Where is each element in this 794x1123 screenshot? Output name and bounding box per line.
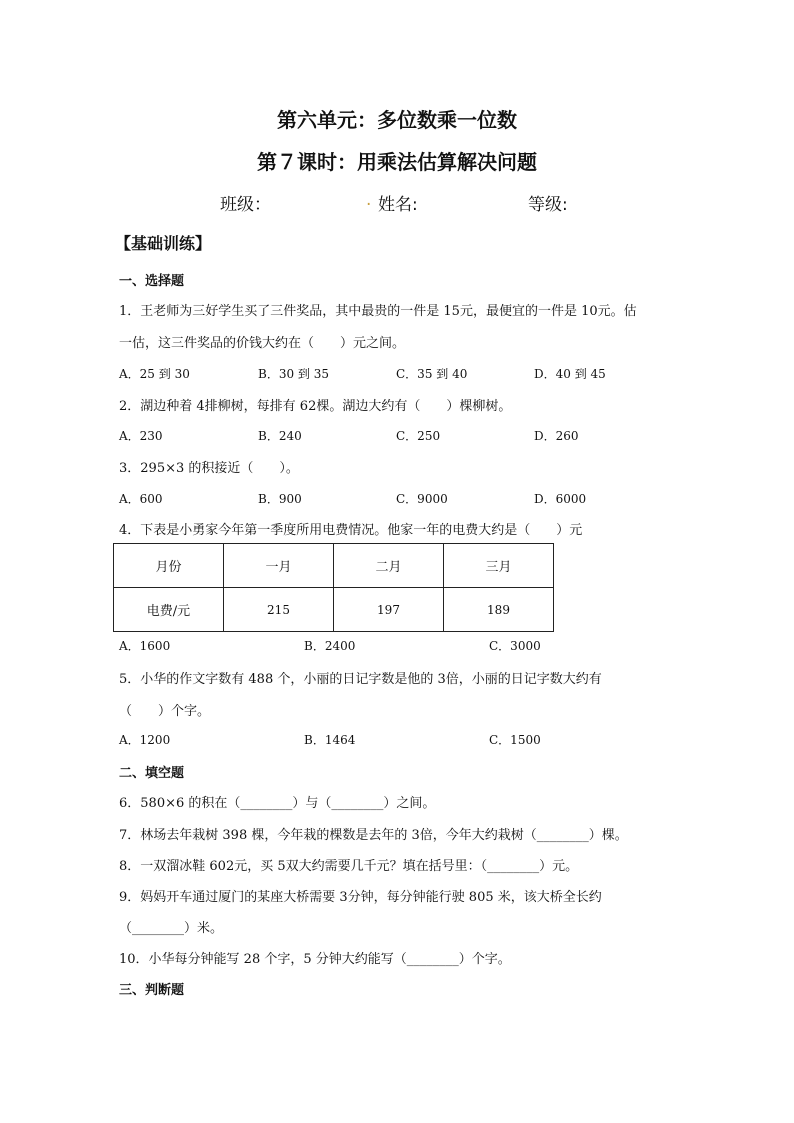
table-header-row bbox=[114, 544, 554, 588]
table-row-label: 电费/元 bbox=[114, 588, 224, 632]
q2-option-b: B．240 bbox=[258, 429, 302, 443]
table-header-cell: 二月 bbox=[334, 544, 444, 588]
q4-line1: 4．下表是小勇家今年第一季度所用电费情况。他家一年的电费大约是（ ）元 bbox=[119, 523, 583, 538]
table-header-cell: 月份 bbox=[114, 544, 224, 588]
electricity-fee-table bbox=[113, 543, 554, 632]
q2-option-a: A．230 bbox=[119, 429, 163, 443]
q1-option-d: D．40 到 45 bbox=[534, 367, 606, 381]
q4-option-a: A．1600 bbox=[119, 639, 171, 653]
q5-option-a: A．1200 bbox=[119, 733, 171, 747]
q1-option-a: A．25 到 30 bbox=[119, 367, 190, 381]
q8-line1: 8．一双溜冰鞋 602元，买 5双大约需要几千元？填在括号里：（________）元。 bbox=[119, 859, 579, 874]
q2-option-c: C．250 bbox=[396, 429, 441, 443]
q3-line1: 3．295×3 的积接近（ ）。 bbox=[119, 461, 299, 476]
q6-line1: 6．580×6 的积在（________）与（________）之间。 bbox=[119, 796, 436, 811]
q10-line1: 10．小华每分钟能写 28 个字，5 分钟大约能写（________）个字。 bbox=[119, 952, 511, 967]
part3-heading: 三、判断题 bbox=[119, 983, 185, 998]
table-header-cell: 一月 bbox=[224, 544, 334, 588]
unit-title: 第六单元：多位数乘一位数 bbox=[277, 108, 517, 132]
class-label: 班级： bbox=[220, 195, 271, 215]
q5-option-c: C．1500 bbox=[489, 733, 541, 747]
name-label: 姓名: bbox=[378, 195, 418, 215]
part2-heading: 二、填空题 bbox=[119, 766, 185, 781]
q2-option-d: D．260 bbox=[534, 429, 579, 443]
table-cell: 197 bbox=[334, 588, 444, 632]
part1-heading: 一、选择题 bbox=[119, 274, 185, 289]
table-cell: 215 bbox=[224, 588, 334, 632]
q3-option-c: C．9000 bbox=[396, 492, 448, 506]
lesson-title: 第７课时：用乘法估算解决问题 bbox=[257, 150, 537, 174]
grade-label: 等级: bbox=[528, 195, 568, 215]
q5-line1: 5．小华的作文字数有 488 个，小丽的日记字数是他的 3倍，小丽的日记字数大约有 bbox=[119, 672, 602, 687]
separator-dot: . bbox=[366, 190, 372, 210]
q3-option-d: D．6000 bbox=[534, 492, 587, 506]
q7-line1: 7．林场去年栽树 398 棵，今年栽的棵数是去年的 3倍，今年大约栽树（________）棵。 bbox=[119, 828, 628, 843]
q1-line1: 1．王老师为三好学生买了三件奖品，其中最贵的一件是 15元，最便宜的一件是 10元。估 bbox=[119, 304, 637, 319]
table-row bbox=[114, 588, 554, 632]
q4-option-c: C．3000 bbox=[489, 639, 541, 653]
q3-option-a: A．600 bbox=[119, 492, 163, 506]
section-basic-training: 【基础训练】 bbox=[115, 234, 212, 253]
q9-line2: （________）米。 bbox=[119, 921, 224, 936]
q3-option-b: B．900 bbox=[258, 492, 302, 506]
q2-line1: 2．湖边种着 4排柳树，每排有 62棵。湖边大约有（ ）棵柳树。 bbox=[119, 399, 512, 414]
table-header-cell: 三月 bbox=[444, 544, 554, 588]
q1-option-b: B．30 到 35 bbox=[258, 367, 329, 381]
q5-option-b: B．1464 bbox=[304, 733, 356, 747]
q9-line1: 9．妈妈开车通过厦门的某座大桥需要 3分钟，每分钟能行驶 805 米，该大桥全长约 bbox=[119, 890, 602, 905]
q1-line2: 一估，这三件奖品的价钱大约在（ ）元之间。 bbox=[119, 336, 406, 351]
q1-option-c: C．35 到 40 bbox=[396, 367, 468, 381]
table-cell: 189 bbox=[444, 588, 554, 632]
q5-line2: （ ）个字。 bbox=[119, 704, 211, 719]
q4-option-b: B．2400 bbox=[304, 639, 356, 653]
